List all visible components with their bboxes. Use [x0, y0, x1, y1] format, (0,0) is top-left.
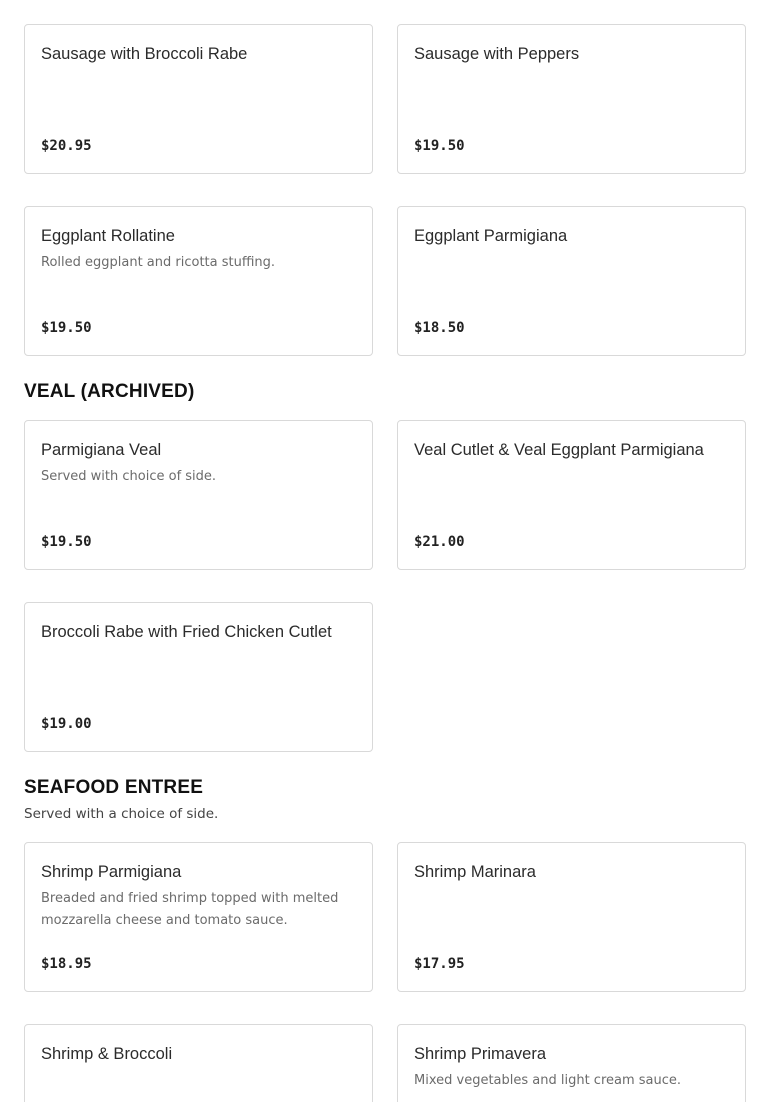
menu-item-card[interactable] [24, 24, 373, 174]
item-name: Shrimp Parmigiana [41, 863, 182, 881]
item-price: $19.50 [41, 534, 92, 550]
item-name: Sausage with Broccoli Rabe [41, 45, 248, 63]
menu-item-card[interactable] [397, 1024, 746, 1102]
section-title-seafood: SEAFOOD ENTREE [24, 777, 204, 798]
item-price: $18.50 [414, 320, 465, 336]
item-price: $18.95 [41, 956, 92, 972]
item-name: Eggplant Parmigiana [414, 227, 568, 245]
menu-item-card[interactable] [397, 24, 746, 174]
item-price: $19.50 [41, 320, 92, 336]
item-description: Rolled eggplant and ricotta stuffing. [41, 255, 276, 270]
item-name: Shrimp & Broccoli [41, 1045, 173, 1063]
item-name: Veal Cutlet & Veal Eggplant Parmigiana [414, 441, 704, 459]
item-description: Breaded and fried shrimp topped with melted mozzarella cheese and tomato sauce. [41, 891, 339, 928]
menu-item-card[interactable] [24, 1024, 373, 1102]
item-price: $21.00 [414, 534, 465, 550]
item-name: Sausage with Peppers [414, 45, 580, 63]
item-price: $20.95 [41, 138, 92, 154]
item-description: Mixed vegetables and light cream sauce. [414, 1073, 682, 1088]
item-name: Shrimp Primavera [414, 1045, 547, 1063]
item-name: Parmigiana Veal [41, 441, 162, 459]
menu-item-card[interactable] [24, 420, 373, 570]
item-name: Eggplant Rollatine [41, 227, 175, 245]
menu-item-card[interactable] [397, 420, 746, 570]
item-name: Shrimp Marinara [414, 863, 536, 881]
menu-item-card[interactable] [24, 602, 373, 752]
item-price: $19.00 [41, 716, 92, 732]
item-price: $19.50 [414, 138, 465, 154]
menu-item-card[interactable] [397, 842, 746, 992]
section-title-veal: VEAL (ARCHIVED) [24, 381, 195, 402]
item-description: Served with choice of side. [41, 469, 217, 484]
section-subtitle-seafood: Served with a choice of side. [24, 806, 219, 822]
menu-item-card[interactable] [24, 206, 373, 356]
menu-item-card[interactable] [24, 842, 373, 992]
item-price: $17.95 [414, 956, 465, 972]
menu-item-card[interactable] [397, 206, 746, 356]
item-name: Broccoli Rabe with Fried Chicken Cutlet [41, 623, 332, 641]
